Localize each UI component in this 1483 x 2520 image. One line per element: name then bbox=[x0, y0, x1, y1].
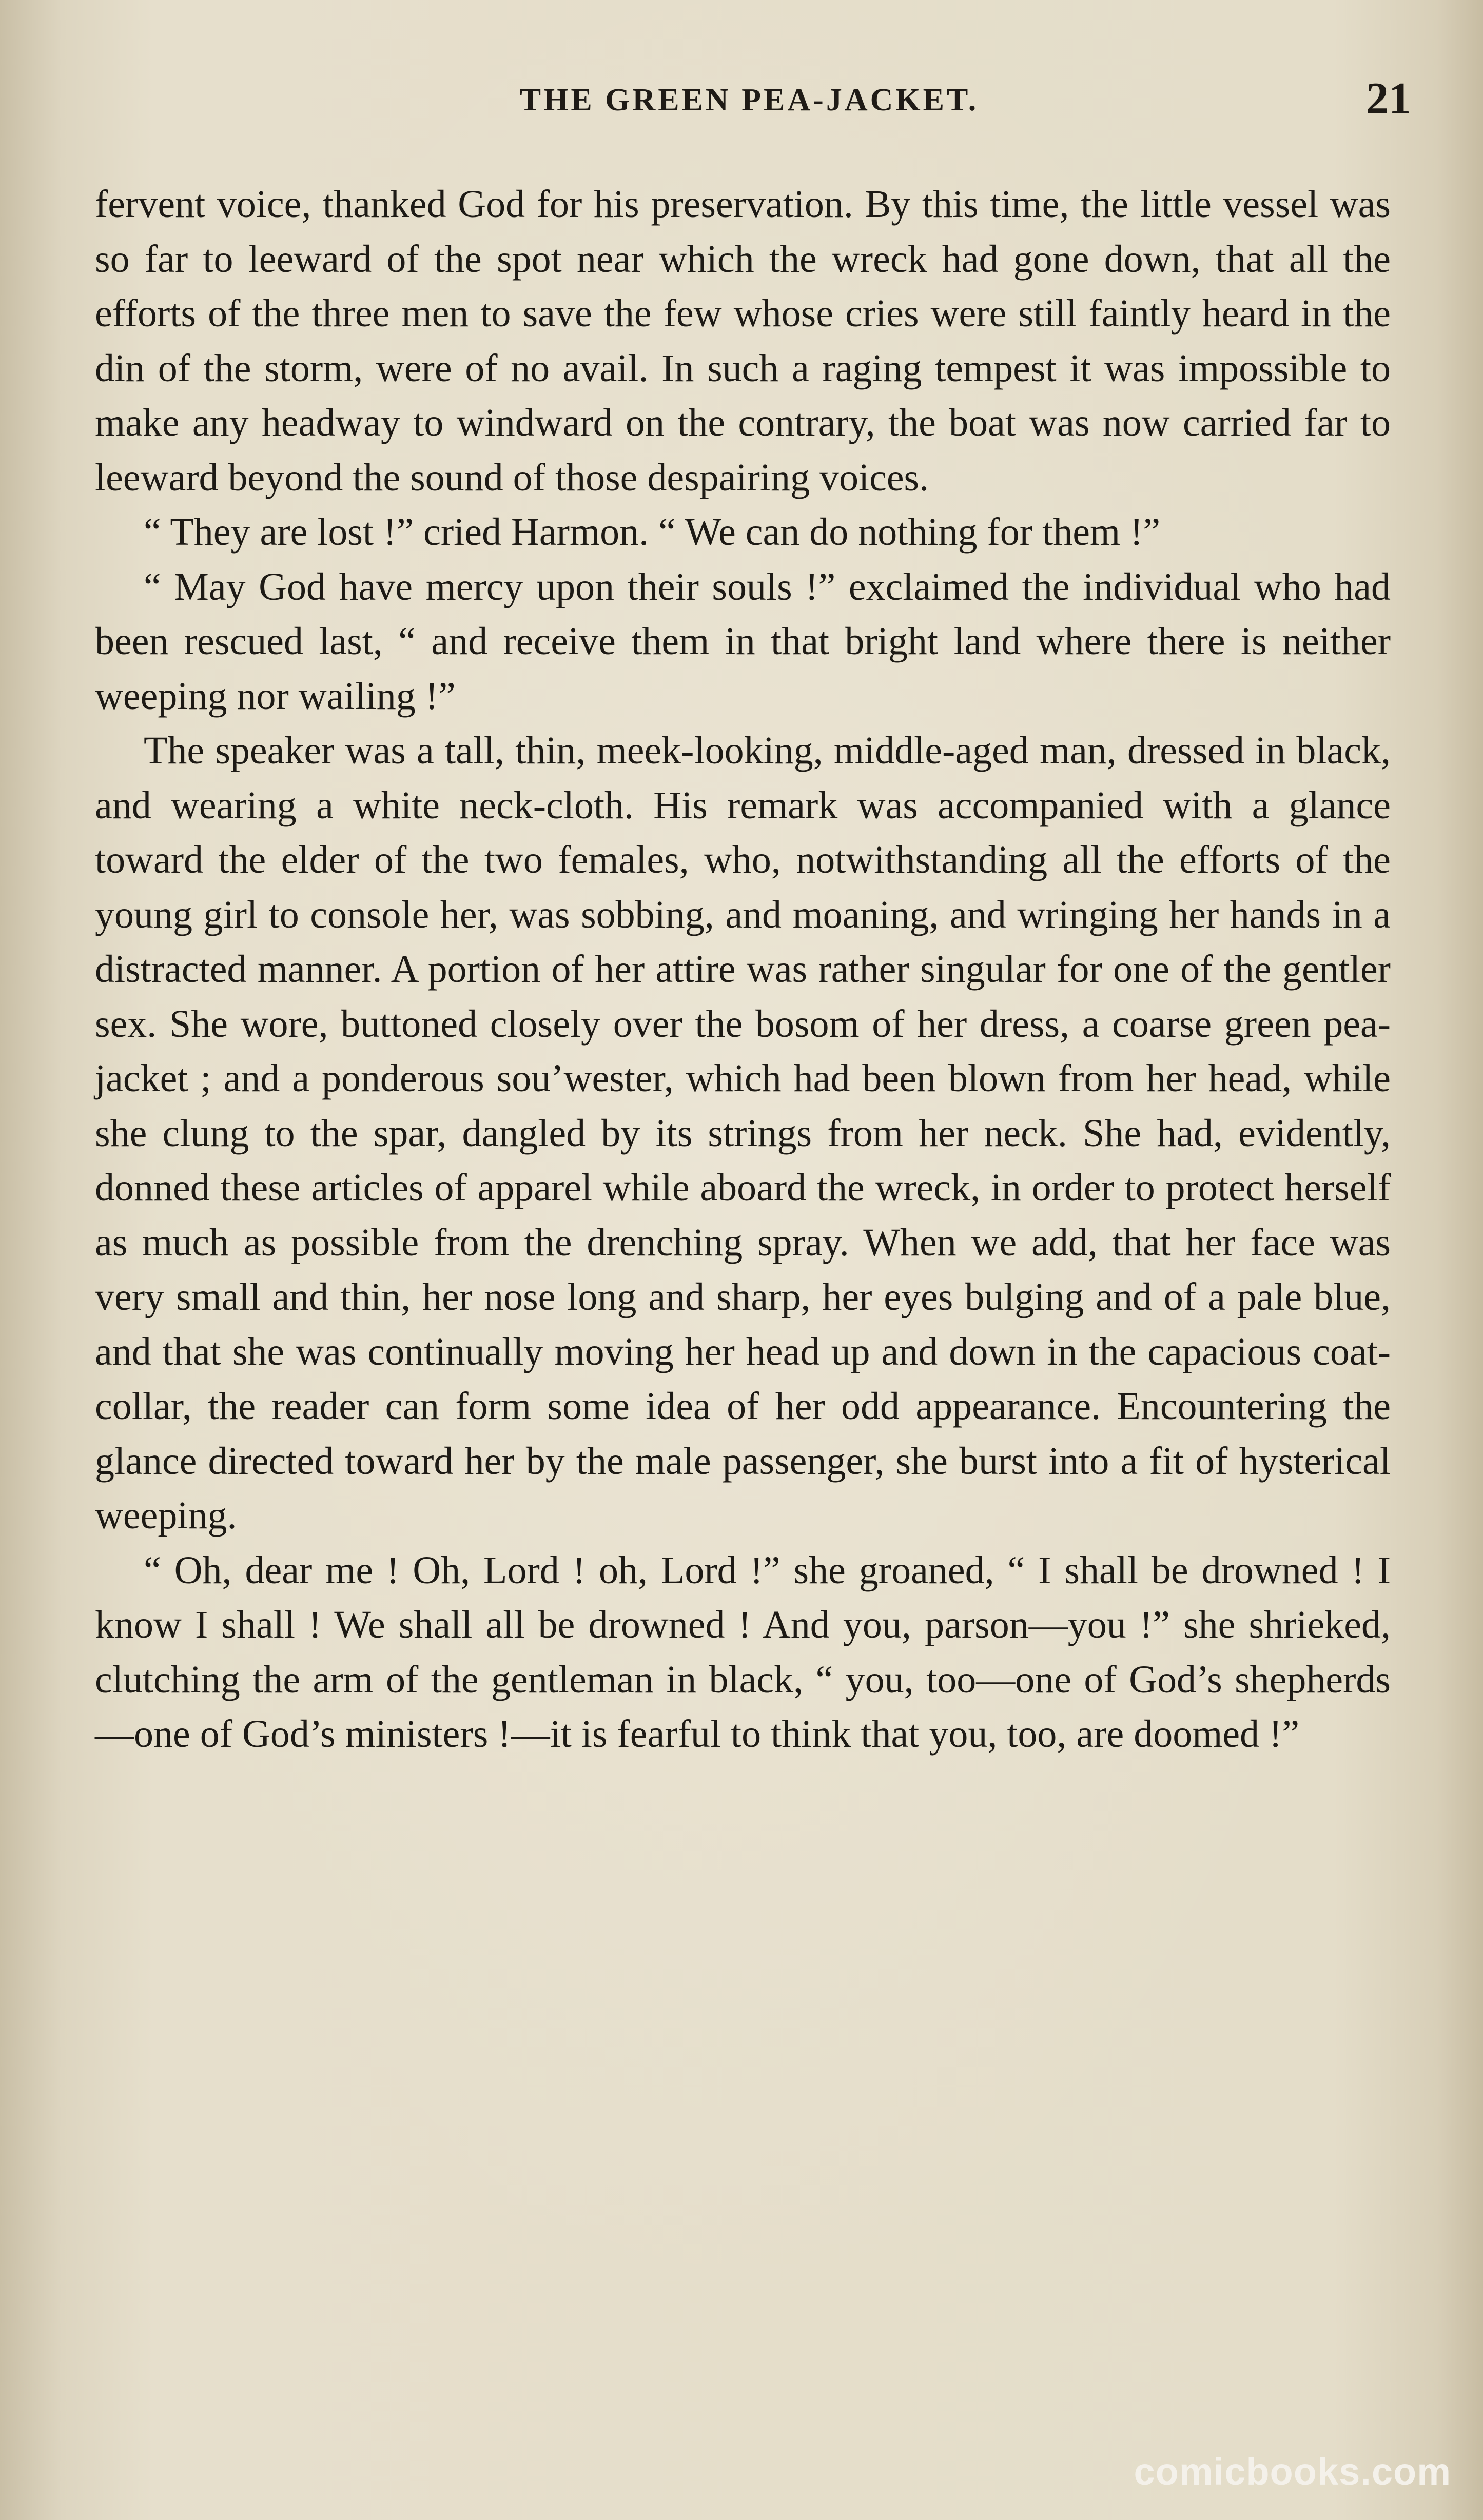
paragraph: “ They are lost !” cried Harmon. “ We can do nothing for them !” bbox=[144, 510, 1161, 554]
site-watermark: comicbooks.com bbox=[1134, 2450, 1451, 2493]
paragraph: “ Oh, dear me ! Oh, Lord ! oh, Lord !” she groaned, “ I shall be drowned ! I know I shall ! We shall all be drowned ! And you, parson—you !” she shrieked, clutching the arm of the gentleman in black, “ you, too—one of God’s shepherds —one of God’s ministers !—it is fearful to think that you, too, are doomed !” bbox=[95, 1548, 1391, 1756]
running-title: THE GREEN PEA-JACKET. bbox=[519, 83, 979, 117]
page-header bbox=[103, 74, 1411, 133]
paragraph: fervent voice, thanked God for his preservation. By this time, the little vessel was so far to leeward of the spot near which the wreck had gone down, that all the efforts of the three men to save the few whose cries were still faintly heard in the din of the storm, were of no avail. In such a raging tempest it was impossible to make any headway to windward on the contrary, the boat was now carried far to leeward beyond the sound of those despairing voices. bbox=[95, 183, 1391, 499]
paragraph: The speaker was a tall, thin, meek-looking, middle-aged man, dressed in black, and wearing a white neck-cloth. His remark was accompanied with a glance toward the elder of the two females, who, notwithstanding all the efforts of the young girl to console her, was sobbing, and moaning, and wringing her hands in a distracted manner. A portion of her attire was rather singular for one of the gentler sex. She wore, buttoned closely over the bosom of her dress, a coarse green pea-jacket ; and a ponderous sou’wester, which had been blown from her head, while she clung to the spar, dangled by its strings from her neck. She had, evidently, donned these articles of apparel while aboard the wreck, in order to protect herself as much as possible from the drenching spray. When we add, that her face was very small and thin, her nose long and sharp, her eyes bulging and of a pale blue, and that she was continually moving her head up and down in the capacious coat-collar, the reader can form some idea of her odd appearance. Encountering the glance directed toward her by the male passenger, she burst into a fit of hysterical weeping. bbox=[95, 729, 1391, 1537]
body-text bbox=[95, 177, 1391, 1762]
paragraph: “ May God have mercy upon their souls !” exclaimed the individual who had been rescued last, “ and receive them in that bright land where there is neither weeping nor wailing !” bbox=[95, 565, 1391, 718]
page-number: 21 bbox=[1366, 74, 1411, 124]
